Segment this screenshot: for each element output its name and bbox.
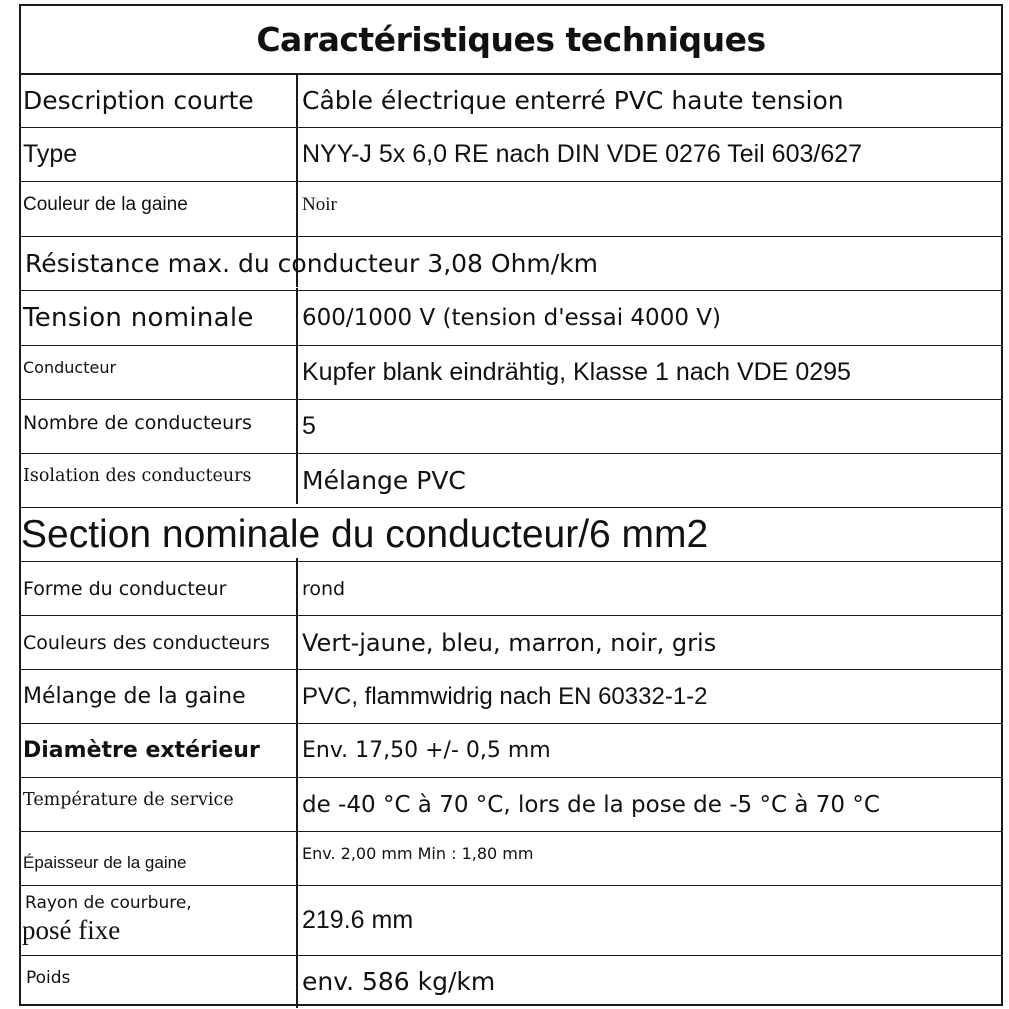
table-row-sheath-color bbox=[21, 182, 1001, 237]
row-value-bend-radius: 219.6 mm bbox=[302, 906, 414, 934]
table-row-voltage bbox=[21, 291, 1001, 346]
row-label-outer-diameter: Diamètre extérieur bbox=[23, 738, 260, 763]
table-row-resistance bbox=[21, 237, 1001, 291]
row-label-insulation: Isolation des conducteurs bbox=[23, 466, 252, 486]
row-label-type: Type bbox=[23, 140, 78, 168]
row-label-bend-radius-line1: Rayon de courbure, bbox=[25, 893, 192, 913]
table-row-nominal-section bbox=[21, 508, 1001, 562]
row-value-conductor-colors: Vert-jaune, bleu, marron, noir, gris bbox=[302, 628, 717, 657]
row-value-insulation: Mélange PVC bbox=[302, 466, 466, 495]
row-label-sheath-color: Couleur de la gaine bbox=[23, 194, 188, 215]
row-value-type: NYY-J 5x 6,0 RE nach DIN VDE 0276 Teil 603/627 bbox=[302, 140, 863, 168]
table-row-description bbox=[21, 73, 1001, 128]
row-full-resistance: Résistance max. du conducteur 3,08 Ohm/km bbox=[25, 249, 599, 278]
row-label-bend-radius bbox=[22, 886, 295, 955]
table-row-conductor-colors bbox=[21, 616, 1001, 670]
spec-sheet bbox=[19, 4, 1003, 1006]
row-label-service-temperature: Température de service bbox=[23, 790, 234, 810]
row-value-sheath-mix: PVC, flammwidrig nach EN 60332-1-2 bbox=[302, 682, 708, 710]
row-full-nominal-section: Section nominale du conducteur/6 mm2 bbox=[21, 512, 709, 556]
row-value-outer-diameter: Env. 17,50 +/- 0,5 mm bbox=[302, 738, 551, 763]
row-label-sheath-mix: Mélange de la gaine bbox=[23, 684, 246, 709]
table-row-conductor-shape bbox=[21, 562, 1001, 616]
row-value-voltage: 600/1000 V (tension d'essai 4000 V) bbox=[302, 305, 721, 331]
row-value-sheath-color: Noir bbox=[302, 194, 337, 215]
row-value-weight: env. 586 kg/km bbox=[302, 966, 496, 996]
row-value-service-temperature: de -40 °C à 70 °C, lors de la pose de -5 °C à 70 °C bbox=[302, 791, 880, 818]
row-label-conductor-shape: Forme du conducteur bbox=[23, 577, 227, 600]
row-label-sheath-thickness: Épaisseur de la gaine bbox=[23, 853, 187, 872]
table-row-sheath-thickness bbox=[21, 832, 1001, 886]
row-label-conductor: Conducteur bbox=[23, 358, 117, 377]
row-value-conductor: Kupfer blank eindrähtig, Klasse 1 nach VDE 0295 bbox=[302, 358, 851, 386]
row-value-sheath-thickness: Env. 2,00 mm Min : 1,80 mm bbox=[302, 844, 534, 863]
table-row-bend-radius bbox=[21, 886, 1001, 956]
table-row-insulation bbox=[21, 454, 1001, 508]
row-label-voltage: Tension nominale bbox=[23, 303, 254, 333]
row-label-description: Description courte bbox=[23, 85, 254, 115]
table-row-outer-diameter bbox=[21, 724, 1001, 778]
row-label-conductor-count: Nombre de conducteurs bbox=[23, 412, 252, 434]
row-value-description: Câble électrique enterré PVC haute tension bbox=[302, 85, 844, 115]
row-label-bend-radius-line2: posé fixe bbox=[22, 915, 121, 946]
spec-title: Caractéristiques techniques bbox=[21, 6, 1001, 75]
table-row-type bbox=[21, 128, 1001, 182]
row-value-conductor-shape: rond bbox=[302, 577, 346, 600]
table-row-sheath-mix bbox=[21, 670, 1001, 724]
table-row-service-temperature bbox=[21, 778, 1001, 832]
table-row-conductor bbox=[21, 346, 1001, 400]
row-label-weight: Poids bbox=[26, 968, 71, 988]
row-value-conductor-count: 5 bbox=[302, 412, 316, 440]
table-row-conductor-count bbox=[21, 400, 1001, 454]
row-label-conductor-colors: Couleurs des conducteurs bbox=[23, 631, 270, 654]
table-row-weight bbox=[21, 956, 1001, 1006]
